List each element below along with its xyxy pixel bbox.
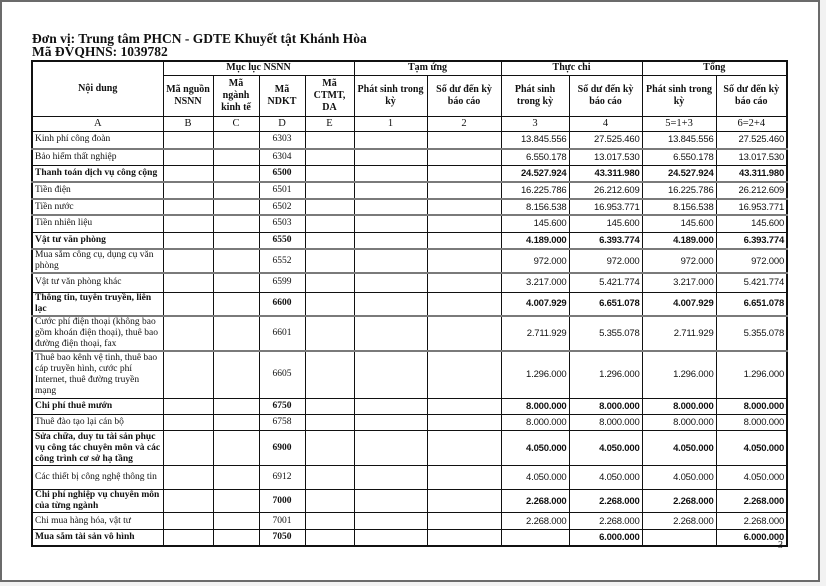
row-description: Thuê đào tạo lại cán bộ <box>32 415 163 431</box>
unit-name-heading: Đơn vị: Trung tâm PHCN - GDTE Khuyết tật Khánh Hòa <box>32 31 367 46</box>
tong-so-du: 4.050.000 <box>716 431 787 466</box>
ma-ctmt-cell <box>305 182 354 199</box>
tong-so-du: 8.000.000 <box>716 415 787 431</box>
tong-phat-sinh: 1.296.000 <box>642 351 716 399</box>
row-description: Tiền điện <box>32 182 163 199</box>
tam-ung-so-du <box>427 399 501 415</box>
thuc-chi-phat-sinh: 4.050.000 <box>501 431 569 466</box>
tam-ung-so-du <box>427 215 501 232</box>
tam-ung-so-du <box>427 530 501 546</box>
ma-nganh-cell <box>213 530 259 546</box>
col-index: 4 <box>569 116 642 131</box>
tong-phat-sinh: 4.007.929 <box>642 292 716 316</box>
tong-phat-sinh: 8.156.538 <box>642 199 716 215</box>
tong-phat-sinh: 2.268.000 <box>642 490 716 513</box>
ma-ctmt-cell <box>305 351 354 399</box>
ma-nganh-cell <box>213 513 259 530</box>
thuc-chi-phat-sinh: 24.527.924 <box>501 165 569 182</box>
ndkt-code: 6304 <box>259 149 305 165</box>
table-row <box>32 431 787 466</box>
ma-ctmt-cell <box>305 232 354 249</box>
header-tc-phat-sinh: Phát sinh trong kỳ <box>501 75 569 116</box>
row-description: Chi phí thuê mướn <box>32 399 163 415</box>
thuc-chi-phat-sinh: 13.845.556 <box>501 131 569 149</box>
tong-phat-sinh: 16.225.786 <box>642 182 716 199</box>
ma-ctmt-cell <box>305 273 354 292</box>
tong-phat-sinh: 972.000 <box>642 249 716 273</box>
tam-ung-so-du <box>427 199 501 215</box>
row-description: Cước phí điện thoại (không bao gồm khoán điện thoại), thuê bao đường điện thoại, fax <box>32 316 163 351</box>
col-index: B <box>163 116 213 131</box>
row-description: Thuê bao kênh vệ tinh, thuê bao cáp truyền hình, cước phí Internet, thuê đường truyền mạng <box>32 351 163 399</box>
thuc-chi-so-du: 5.355.078 <box>569 316 642 351</box>
tam-ung-phat-sinh <box>354 215 427 232</box>
tong-phat-sinh: 145.600 <box>642 215 716 232</box>
ma-nganh-cell <box>213 182 259 199</box>
ma-ctmt-cell <box>305 513 354 530</box>
ma-ctmt-cell <box>305 466 354 490</box>
tam-ung-phat-sinh <box>354 431 427 466</box>
ma-nganh-cell <box>213 292 259 316</box>
col-index: 1 <box>354 116 427 131</box>
tong-so-du: 16.953.771 <box>716 199 787 215</box>
tong-so-du: 43.311.980 <box>716 165 787 182</box>
thuc-chi-phat-sinh: 2.268.000 <box>501 490 569 513</box>
ma-nguon-cell <box>163 292 213 316</box>
tam-ung-so-du <box>427 431 501 466</box>
tam-ung-so-du <box>427 232 501 249</box>
row-description: Kinh phí công đoàn <box>32 131 163 149</box>
header-ma-ctmt: Mã CTMT, DA <box>305 75 354 116</box>
ndkt-code: 7000 <box>259 490 305 513</box>
tam-ung-phat-sinh <box>354 351 427 399</box>
ma-ctmt-cell <box>305 490 354 513</box>
tong-phat-sinh <box>642 530 716 546</box>
tong-so-du: 26.212.609 <box>716 182 787 199</box>
table-row <box>32 199 787 215</box>
tam-ung-phat-sinh <box>354 466 427 490</box>
ma-nganh-cell <box>213 415 259 431</box>
row-description: Mua sắm tài sản vô hình <box>32 530 163 546</box>
ma-nganh-cell <box>213 131 259 149</box>
table-row <box>32 399 787 415</box>
ma-nguon-cell <box>163 316 213 351</box>
column-index-row <box>32 116 787 131</box>
tam-ung-phat-sinh <box>354 530 427 546</box>
tam-ung-phat-sinh <box>354 292 427 316</box>
row-description: Vật tư văn phòng khác <box>32 273 163 292</box>
ma-nguon-cell <box>163 199 213 215</box>
ma-nguon-cell <box>163 431 213 466</box>
row-description: Thông tin, tuyên truyền, liên lạc <box>32 292 163 316</box>
tong-phat-sinh: 4.050.000 <box>642 431 716 466</box>
col-index: 6=2+4 <box>716 116 787 131</box>
table-row <box>32 232 787 249</box>
table-row <box>32 490 787 513</box>
table-row <box>32 215 787 232</box>
tam-ung-so-du <box>427 351 501 399</box>
thuc-chi-so-du: 16.953.771 <box>569 199 642 215</box>
ma-ctmt-cell <box>305 149 354 165</box>
ma-nganh-cell <box>213 351 259 399</box>
ma-nguon-cell <box>163 415 213 431</box>
ndkt-code: 6303 <box>259 131 305 149</box>
ma-ctmt-cell <box>305 199 354 215</box>
ma-nganh-cell <box>213 316 259 351</box>
ma-nganh-cell <box>213 215 259 232</box>
table-row <box>32 292 787 316</box>
table-row <box>32 513 787 530</box>
row-description: Sửa chữa, duy tu tài sản phục vụ công tác chuyên môn và các công trình cơ sở hạ tầng <box>32 431 163 466</box>
row-description: Mua sắm công cụ, dụng cụ văn phòng <box>32 249 163 273</box>
ma-nguon-cell <box>163 273 213 292</box>
tong-phat-sinh: 4.050.000 <box>642 466 716 490</box>
tong-so-du: 6.651.078 <box>716 292 787 316</box>
ndkt-code: 6501 <box>259 182 305 199</box>
ma-nganh-cell <box>213 199 259 215</box>
tong-so-du: 27.525.460 <box>716 131 787 149</box>
row-description: Tiền nước <box>32 199 163 215</box>
ndkt-code: 6758 <box>259 415 305 431</box>
thuc-chi-so-du: 27.525.460 <box>569 131 642 149</box>
ndkt-code: 7050 <box>259 530 305 546</box>
tam-ung-phat-sinh <box>354 513 427 530</box>
col-index: 5=1+3 <box>642 116 716 131</box>
header-t-phat-sinh: Phát sinh trong kỳ <box>642 75 716 116</box>
col-index: D <box>259 116 305 131</box>
header-t-so-du: Số dư đến kỳ báo cáo <box>716 75 787 116</box>
page-number: 3 <box>778 540 783 551</box>
col-index: 2 <box>427 116 501 131</box>
thuc-chi-phat-sinh: 4.007.929 <box>501 292 569 316</box>
ma-ctmt-cell <box>305 165 354 182</box>
table-row <box>32 273 787 292</box>
row-description: Chi mua hàng hóa, vật tư <box>32 513 163 530</box>
header-tu-so-du: Số dư đến kỳ báo cáo <box>427 75 501 116</box>
ndkt-code: 6550 <box>259 232 305 249</box>
ma-nguon-cell <box>163 466 213 490</box>
thuc-chi-so-du: 8.000.000 <box>569 415 642 431</box>
tam-ung-phat-sinh <box>354 399 427 415</box>
tong-so-du: 972.000 <box>716 249 787 273</box>
tam-ung-phat-sinh <box>354 182 427 199</box>
tam-ung-phat-sinh <box>354 273 427 292</box>
tong-phat-sinh: 6.550.178 <box>642 149 716 165</box>
tong-phat-sinh: 13.845.556 <box>642 131 716 149</box>
tong-phat-sinh: 8.000.000 <box>642 415 716 431</box>
tam-ung-so-du <box>427 316 501 351</box>
col-index: 3 <box>501 116 569 131</box>
thuc-chi-so-du: 1.296.000 <box>569 351 642 399</box>
thuc-chi-phat-sinh: 16.225.786 <box>501 182 569 199</box>
ndkt-code: 6605 <box>259 351 305 399</box>
thuc-chi-phat-sinh: 1.296.000 <box>501 351 569 399</box>
table-row <box>32 165 787 182</box>
ma-nguon-cell <box>163 513 213 530</box>
ma-ctmt-cell <box>305 415 354 431</box>
ma-nguon-cell <box>163 249 213 273</box>
tam-ung-so-du <box>427 273 501 292</box>
thuc-chi-so-du: 4.050.000 <box>569 466 642 490</box>
tong-phat-sinh: 2.711.929 <box>642 316 716 351</box>
tong-so-du: 5.421.774 <box>716 273 787 292</box>
thuc-chi-so-du: 2.268.000 <box>569 490 642 513</box>
row-description: Các thiết bị công nghệ thông tin <box>32 466 163 490</box>
tong-so-du: 145.600 <box>716 215 787 232</box>
tong-phat-sinh: 24.527.924 <box>642 165 716 182</box>
ndkt-code: 6900 <box>259 431 305 466</box>
thuc-chi-phat-sinh: 4.050.000 <box>501 466 569 490</box>
tam-ung-phat-sinh <box>354 199 427 215</box>
tong-so-du: 13.017.530 <box>716 149 787 165</box>
table-row <box>32 530 787 546</box>
ndkt-code: 6500 <box>259 165 305 182</box>
row-description: Tiền nhiên liệu <box>32 215 163 232</box>
ma-ctmt-cell <box>305 215 354 232</box>
header-tam-ung: Tạm ứng <box>354 61 501 75</box>
header-tu-phat-sinh: Phát sinh trong kỳ <box>354 75 427 116</box>
tam-ung-phat-sinh <box>354 249 427 273</box>
tong-phat-sinh: 4.189.000 <box>642 232 716 249</box>
thuc-chi-phat-sinh: 2.268.000 <box>501 513 569 530</box>
thuc-chi-phat-sinh: 972.000 <box>501 249 569 273</box>
ndkt-code: 6600 <box>259 292 305 316</box>
tam-ung-phat-sinh <box>354 165 427 182</box>
row-description: Thanh toán dịch vụ công cộng <box>32 165 163 182</box>
thuc-chi-so-du: 2.268.000 <box>569 513 642 530</box>
ma-nguon-cell <box>163 490 213 513</box>
tam-ung-so-du <box>427 292 501 316</box>
table-row <box>32 249 787 273</box>
ma-nganh-cell <box>213 399 259 415</box>
ma-nganh-cell <box>213 149 259 165</box>
header-ma-nguon: Mã nguồn NSNN <box>163 75 213 116</box>
thuc-chi-phat-sinh: 8.000.000 <box>501 399 569 415</box>
tam-ung-phat-sinh <box>354 232 427 249</box>
ma-nganh-cell <box>213 273 259 292</box>
tong-so-du: 1.296.000 <box>716 351 787 399</box>
ma-nganh-cell <box>213 232 259 249</box>
col-index: C <box>213 116 259 131</box>
tam-ung-phat-sinh <box>354 490 427 513</box>
ndkt-code: 7001 <box>259 513 305 530</box>
ma-ctmt-cell <box>305 316 354 351</box>
header-tong: Tổng <box>642 61 787 75</box>
ma-nguon-cell <box>163 399 213 415</box>
tong-so-du: 5.355.078 <box>716 316 787 351</box>
thuc-chi-phat-sinh: 3.217.000 <box>501 273 569 292</box>
ma-nganh-cell <box>213 165 259 182</box>
ma-ctmt-cell <box>305 530 354 546</box>
tong-so-du: 4.050.000 <box>716 466 787 490</box>
ndkt-code: 6552 <box>259 249 305 273</box>
row-description: Vật tư văn phòng <box>32 232 163 249</box>
tong-so-du: 6.393.774 <box>716 232 787 249</box>
table-row <box>32 182 787 199</box>
ma-ctmt-cell <box>305 131 354 149</box>
ndkt-code: 6912 <box>259 466 305 490</box>
table-row <box>32 131 787 149</box>
thuc-chi-so-du: 145.600 <box>569 215 642 232</box>
tong-phat-sinh: 2.268.000 <box>642 513 716 530</box>
tam-ung-so-du <box>427 249 501 273</box>
tong-so-du: 6.000.000 <box>716 530 787 546</box>
ma-nguon-cell <box>163 165 213 182</box>
row-description: Bảo hiểm thất nghiệp <box>32 149 163 165</box>
thuc-chi-so-du: 8.000.000 <box>569 399 642 415</box>
header-content: Nội dung <box>32 61 163 116</box>
ndkt-code: 6750 <box>259 399 305 415</box>
header-tc-so-du: Số dư đến kỳ báo cáo <box>569 75 642 116</box>
thuc-chi-so-du: 6.651.078 <box>569 292 642 316</box>
ma-ctmt-cell <box>305 249 354 273</box>
ndkt-code: 6502 <box>259 199 305 215</box>
thuc-chi-so-du: 972.000 <box>569 249 642 273</box>
tam-ung-so-du <box>427 149 501 165</box>
ma-nguon-cell <box>163 530 213 546</box>
ma-nganh-cell <box>213 431 259 466</box>
ma-ctmt-cell <box>305 431 354 466</box>
thuc-chi-phat-sinh: 8.000.000 <box>501 415 569 431</box>
thuc-chi-so-du: 43.311.980 <box>569 165 642 182</box>
thuc-chi-so-du: 6.000.000 <box>569 530 642 546</box>
tam-ung-phat-sinh <box>354 316 427 351</box>
ndkt-code: 6601 <box>259 316 305 351</box>
thuc-chi-phat-sinh: 6.550.178 <box>501 149 569 165</box>
ma-nguon-cell <box>163 182 213 199</box>
tam-ung-so-du <box>427 490 501 513</box>
tam-ung-phat-sinh <box>354 131 427 149</box>
col-index: E <box>305 116 354 131</box>
ma-ctmt-cell <box>305 292 354 316</box>
col-index: A <box>32 116 163 131</box>
ma-nguon-cell <box>163 131 213 149</box>
thuc-chi-phat-sinh: 2.711.929 <box>501 316 569 351</box>
tam-ung-so-du <box>427 182 501 199</box>
unit-code-heading: Mã ĐVQHNS: 1039782 <box>32 44 168 59</box>
thuc-chi-so-du: 5.421.774 <box>569 273 642 292</box>
table-row <box>32 466 787 490</box>
header-muc-luc: Mục lục NSNN <box>163 61 354 75</box>
header-thuc-chi: Thực chi <box>501 61 642 75</box>
tam-ung-so-du <box>427 131 501 149</box>
table-row <box>32 415 787 431</box>
ma-nganh-cell <box>213 466 259 490</box>
tam-ung-so-du <box>427 415 501 431</box>
header-ma-nganh: Mã ngành kinh tế <box>213 75 259 116</box>
thuc-chi-phat-sinh: 4.189.000 <box>501 232 569 249</box>
ma-nguon-cell <box>163 232 213 249</box>
ndkt-code: 6599 <box>259 273 305 292</box>
tam-ung-so-du <box>427 513 501 530</box>
thuc-chi-phat-sinh: 145.600 <box>501 215 569 232</box>
ndkt-code: 6503 <box>259 215 305 232</box>
thuc-chi-so-du: 4.050.000 <box>569 431 642 466</box>
table-row <box>32 149 787 165</box>
tam-ung-so-du <box>427 466 501 490</box>
tam-ung-so-du <box>427 165 501 182</box>
budget-report-table <box>31 60 788 547</box>
ma-nguon-cell <box>163 149 213 165</box>
tam-ung-phat-sinh <box>354 415 427 431</box>
ma-ctmt-cell <box>305 399 354 415</box>
table-row <box>32 351 787 399</box>
ma-nguon-cell <box>163 215 213 232</box>
ma-nganh-cell <box>213 249 259 273</box>
thuc-chi-so-du: 13.017.530 <box>569 149 642 165</box>
tong-so-du: 8.000.000 <box>716 399 787 415</box>
tong-so-du: 2.268.000 <box>716 490 787 513</box>
tong-phat-sinh: 3.217.000 <box>642 273 716 292</box>
tam-ung-phat-sinh <box>354 149 427 165</box>
table-row <box>32 316 787 351</box>
header-ma-ndkt: Mã NDKT <box>259 75 305 116</box>
thuc-chi-so-du: 6.393.774 <box>569 232 642 249</box>
tong-so-du: 2.268.000 <box>716 513 787 530</box>
thuc-chi-so-du: 26.212.609 <box>569 182 642 199</box>
tong-phat-sinh: 8.000.000 <box>642 399 716 415</box>
thuc-chi-phat-sinh: 8.156.538 <box>501 199 569 215</box>
row-description: Chi phí nghiệp vụ chuyên môn của từng ngành <box>32 490 163 513</box>
ma-nganh-cell <box>213 490 259 513</box>
ma-nguon-cell <box>163 351 213 399</box>
thuc-chi-phat-sinh <box>501 530 569 546</box>
